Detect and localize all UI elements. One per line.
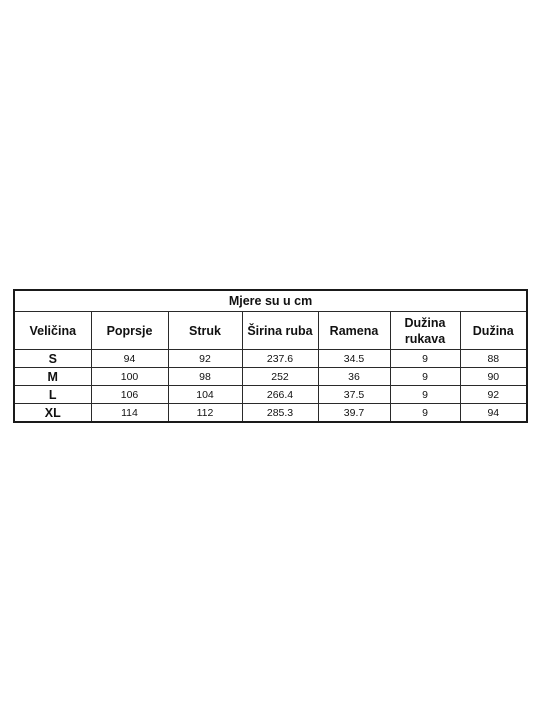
hem-width-cell: 252	[242, 368, 318, 386]
hem-width-cell: 285.3	[242, 404, 318, 423]
size-cell: M	[14, 368, 91, 386]
bust-cell: 100	[91, 368, 168, 386]
table-title-row	[14, 290, 527, 312]
sleeve-length-cell: 9	[390, 386, 460, 404]
column-header-bust: Poprsje	[91, 312, 168, 350]
bust-cell: 106	[91, 386, 168, 404]
size-cell: XL	[14, 404, 91, 423]
size-cell: L	[14, 386, 91, 404]
length-cell: 90	[460, 368, 527, 386]
shoulders-cell: 39.7	[318, 404, 390, 423]
hem-width-cell: 266.4	[242, 386, 318, 404]
size-cell: S	[14, 350, 91, 368]
bust-cell: 94	[91, 350, 168, 368]
sleeve-length-label: Dužina rukava	[404, 315, 446, 346]
length-cell: 88	[460, 350, 527, 368]
table-row	[14, 368, 527, 386]
waist-cell: 112	[168, 404, 242, 423]
length-cell: 94	[460, 404, 527, 423]
column-header-size: Veličina	[14, 312, 91, 350]
length-cell: 92	[460, 386, 527, 404]
hem-width-cell: 237.6	[242, 350, 318, 368]
size-chart-table	[13, 289, 528, 423]
sleeve-length-cell: 9	[390, 368, 460, 386]
column-header-sleeve-length	[390, 312, 460, 350]
shoulders-cell: 36	[318, 368, 390, 386]
table-row	[14, 404, 527, 423]
shoulders-cell: 34.5	[318, 350, 390, 368]
waist-cell: 104	[168, 386, 242, 404]
column-header-shoulders: Ramena	[318, 312, 390, 350]
waist-cell: 98	[168, 368, 242, 386]
bust-cell: 114	[91, 404, 168, 423]
table-row	[14, 350, 527, 368]
column-header-length: Dužina	[460, 312, 527, 350]
sleeve-length-cell: 9	[390, 350, 460, 368]
table-row	[14, 386, 527, 404]
column-header-waist: Struk	[168, 312, 242, 350]
sleeve-length-cell: 9	[390, 404, 460, 423]
table-title: Mjere su u cm	[14, 290, 527, 312]
column-header-hem-width: Širina ruba	[242, 312, 318, 350]
table-header-row	[14, 312, 527, 350]
shoulders-cell: 37.5	[318, 386, 390, 404]
waist-cell: 92	[168, 350, 242, 368]
